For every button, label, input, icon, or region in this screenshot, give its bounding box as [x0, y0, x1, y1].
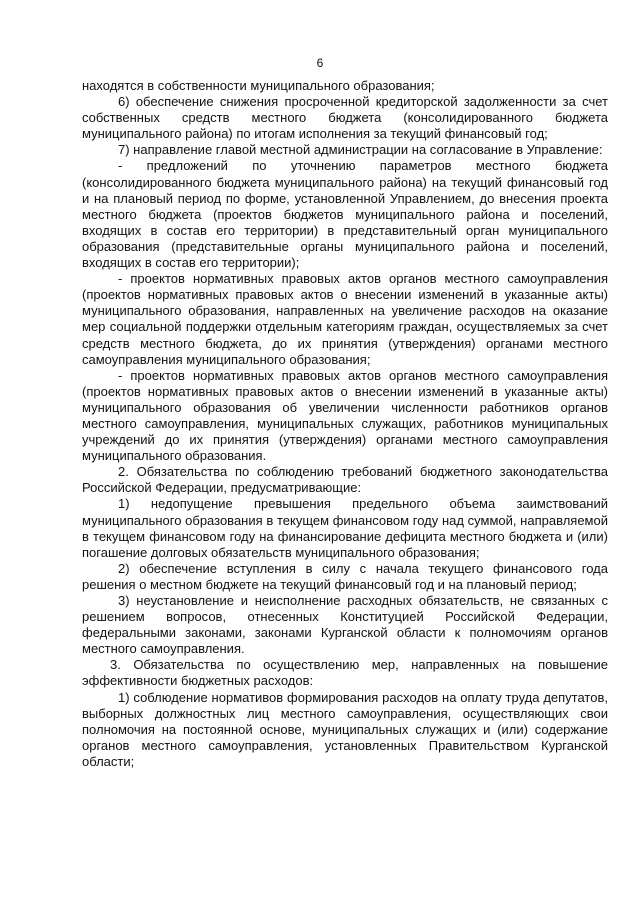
page-number: 6 [316, 56, 324, 70]
paragraph: - проектов нормативных правовых актов органов местного самоуправления (проектов нормативных правовых актов о внесении изменений в указанные акты) муниципального образования, направленных на увеличение расходов на оказание мер социальной поддержки отдельным категориям граждан, осуществляемых за счет средств местного бюджета, до их принятия (утверждения) органами местного самоуправления муниципального образования; [82, 271, 608, 367]
paragraph: 2. Обязательства по соблюдению требований бюджетного законодательства Российской Федерации, предусматривающие: [82, 464, 608, 496]
paragraph: находятся в собственности муниципального образования; [82, 78, 435, 93]
paragraph: 1) недопущение превышения предельного объема заимствований муниципального образования в текущем финансовом году над суммой, направляемой в текущем финансовом году на финансирование дефицита местного бюджета и (или) погашение долговых обязательств муниципального образования; [82, 496, 608, 560]
paragraph: 3. Обязательства по осуществлению мер, направленных на повышение эффективности бюджетных расходов: [82, 657, 608, 689]
paragraph: - проектов нормативных правовых актов органов местного самоуправления (проектов нормативных правовых актов о внесении изменений в указанные акты) муниципального образования об увеличении численности работников органов местного самоуправления, муниципальных служащих, работников муниципальных учреждений до их принятия (утверждения) органами местного самоуправления муниципального образования. [82, 367, 608, 464]
paragraph: 7) направление главой местной администрации на согласование в Управление: [118, 142, 603, 158]
paragraph: 6) обеспечение снижения просроченной кредиторской задолженности за счет собственных средств местного бюджета (консолидированного бюджета муниципального района) по итогам исполнения за текущий финансовый год; [82, 94, 608, 142]
paragraph: 1) соблюдение нормативов формирования расходов на оплату труда депутатов, выборных должностных лиц местного самоуправления, осуществляющих свои полномочия на постоянной основе, муниципальных служащих и (или) содержание органов местного самоуправления, установленных Правительством Курганской области; [82, 689, 608, 769]
paragraph: 2) обеспечение вступления в силу с начала текущего финансового года решения о местном бюджете на текущий финансовый год и на плановый период; [82, 560, 608, 592]
paragraph: 3) неустановление и неисполнение расходных обязательств, не связанных с решением вопросов, отнесенных Конституцией Российской Федерации, федеральными законами, законами Курганской области к полномочиям органов местного самоуправления. [82, 593, 608, 657]
paragraph: - предложений по уточнению параметров местного бюджета (консолидированного бюджета муниципального района) на текущий финансовый год и на плановый период по форме, установленной Управлением, до внесения проекта местного бюджета (проектов бюджетов муниципального района и поселений, входящих в состав его территории) в представительный орган муниципального образования (представительные органы муниципального района и поселений, входящих в состав его территории); [82, 158, 608, 271]
document-body [82, 78, 608, 770]
